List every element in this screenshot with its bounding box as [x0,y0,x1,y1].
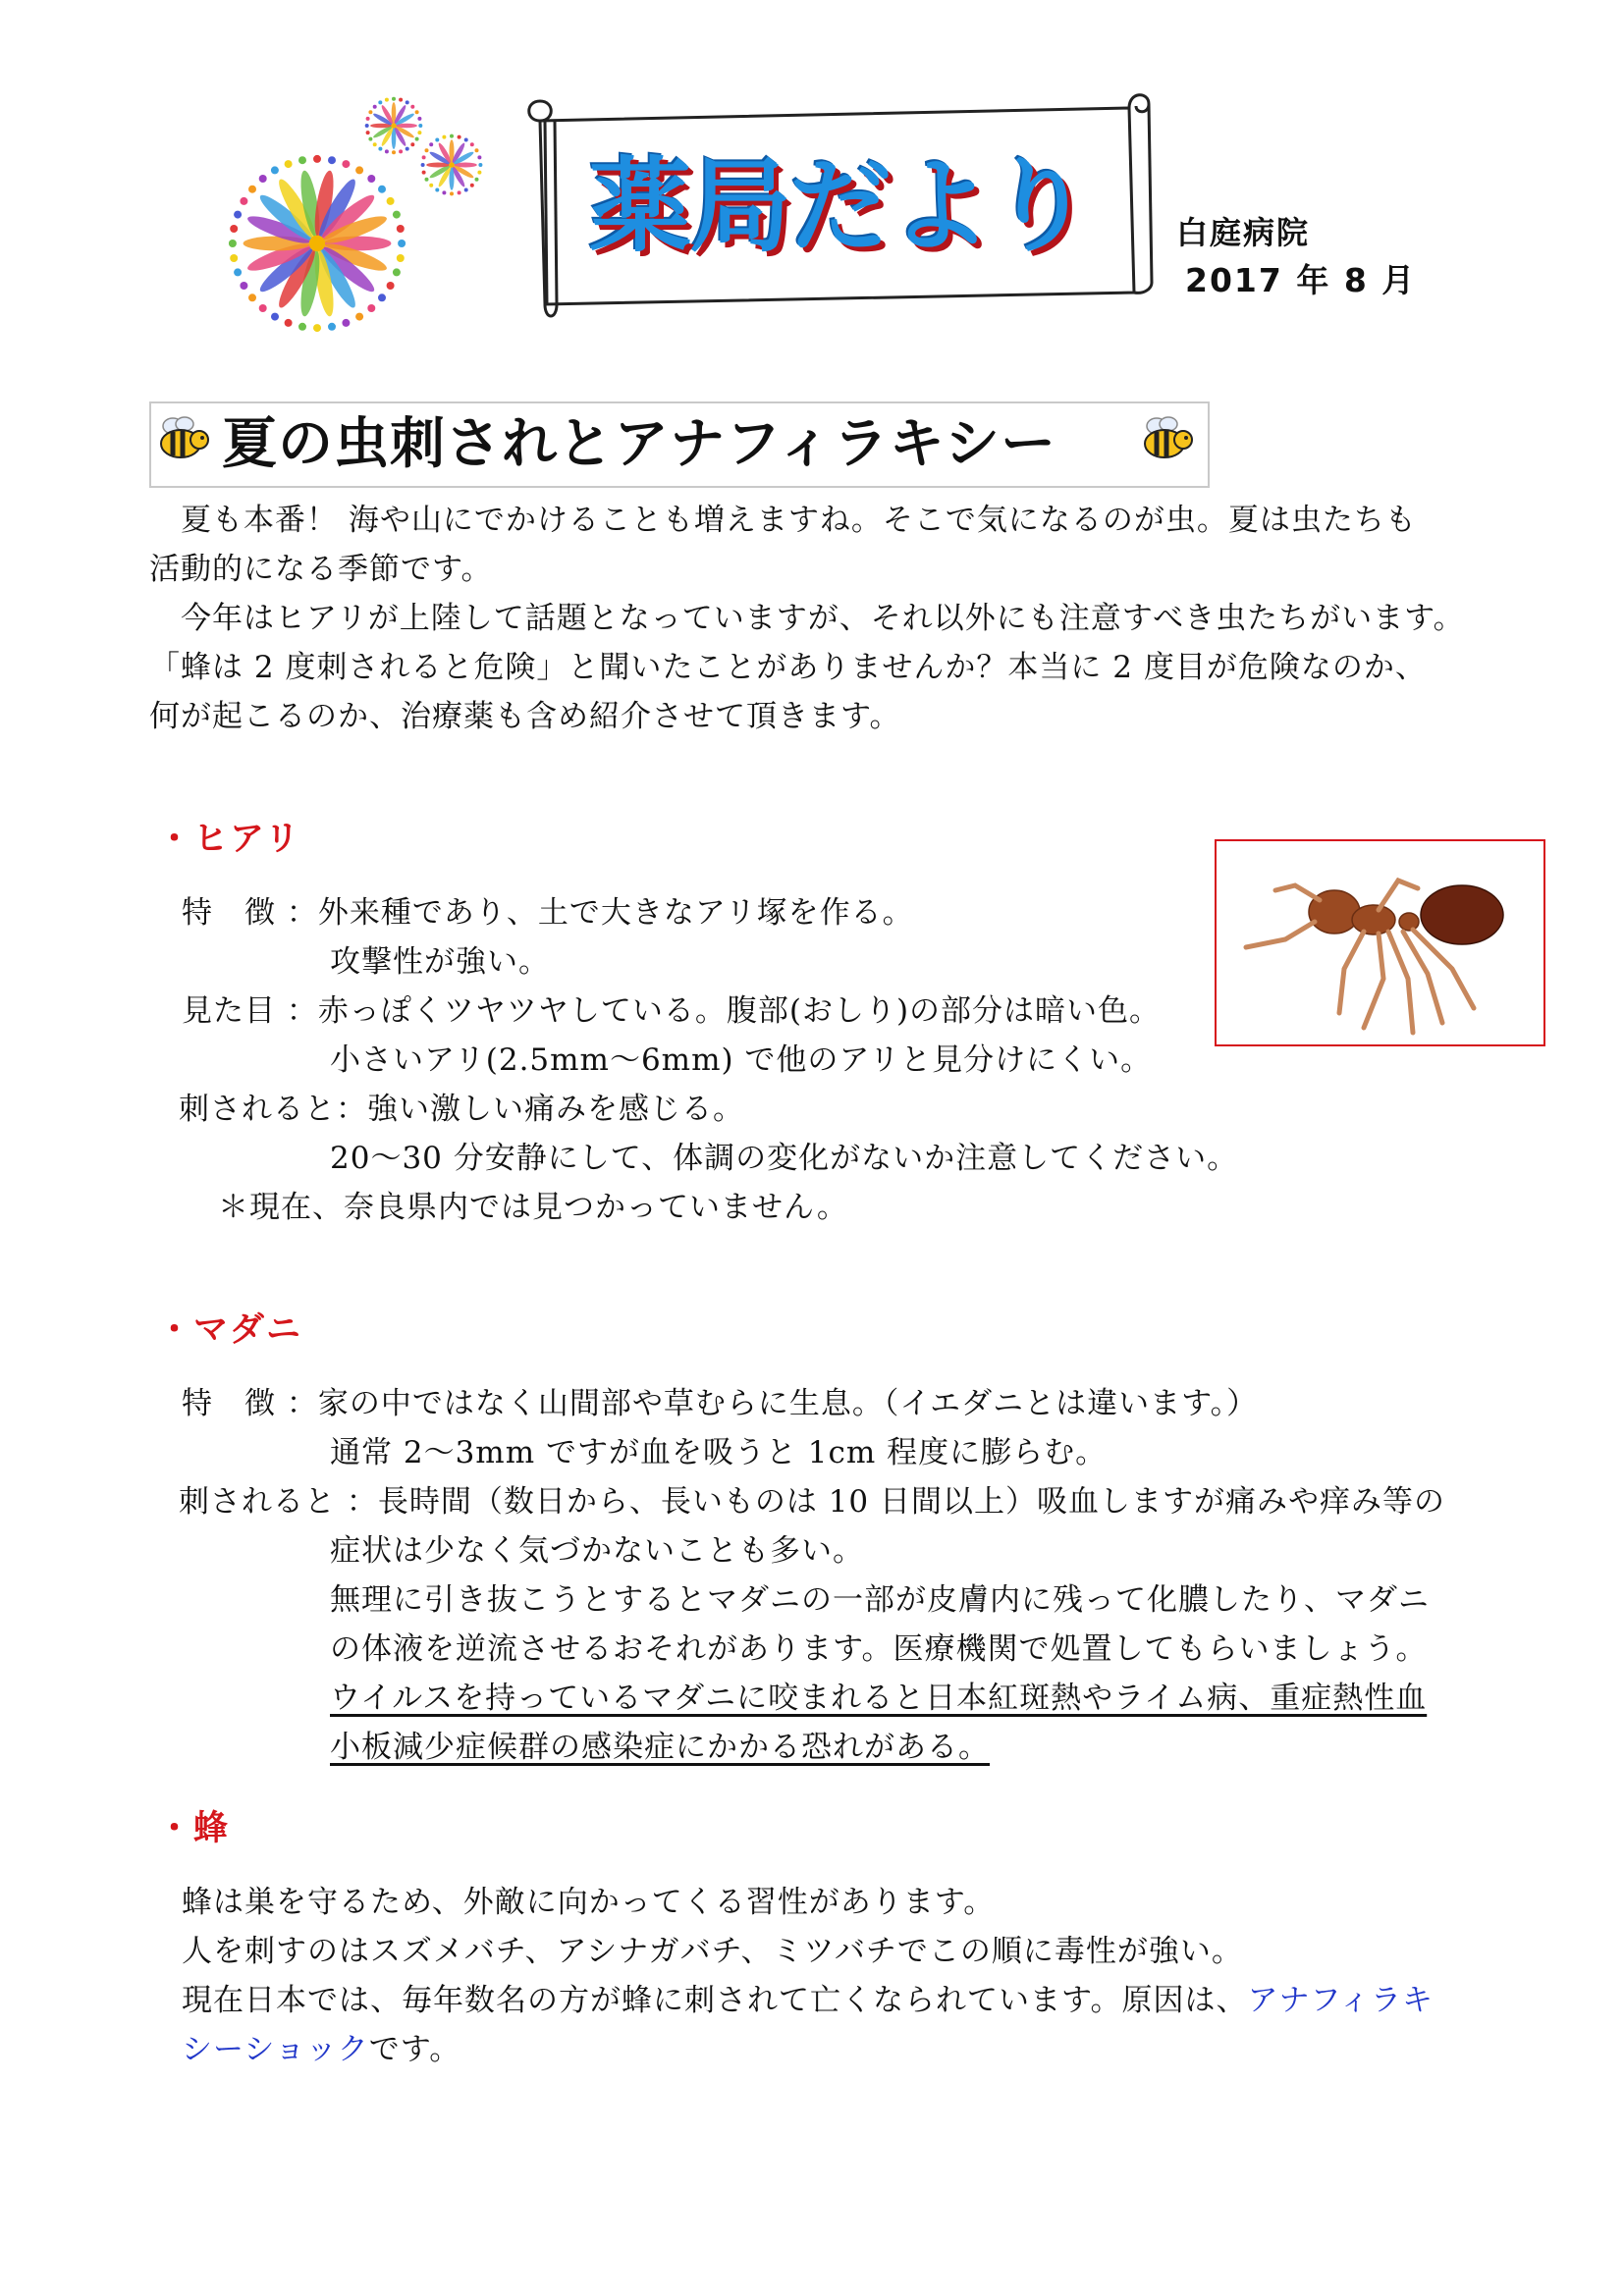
fire-ant-line: 特 徴 ：外来種であり、土で大きなアリ塚を作る。 [182,895,914,931]
anaphylaxis-term: アナフィラキ [1247,1983,1435,2018]
tick-line: 通常 2～3mm ですが血を吸うと 1cm 程度に膨らむ。 [330,1435,1108,1470]
bee-line [182,1976,1434,2025]
fireworks-illustration [221,86,496,351]
fire-ant-line: ＊現在、奈良県内では見つかっていません。 [218,1190,848,1225]
intro-line: 何が起こるのか、治療薬も含め紹介させて頂きます。 [149,699,901,734]
bee-line: 人を刺すのはスズメバチ、アシナガバチ、ミツバチでこの順に毒性が強い。 [182,1934,1243,1969]
fire-ant-line: 小さいアリ(2.5mm～6mm) で他のアリと見分けにくい。 [330,1042,1153,1078]
tick-line: 症状は少なく気づかないことも多い。 [330,1533,864,1569]
article-heading: 夏の虫刺されとアナフィラキシー [222,412,1056,476]
tick-line: 特 徴 ：家の中ではなく山間部や草むらに生息。（イエダニとは違います。） [182,1386,1259,1421]
section-title-bee: ・蜂 [157,1808,231,1848]
hospital-name: 白庭病院 [1176,214,1311,251]
tick-line: 無理に引き抜こうとするとマダニの一部が皮膚内に残って化膿したり、マダニ [330,1582,1430,1618]
bee-icon [1139,412,1198,463]
intro-line: 活動的になる季節です。 [149,552,493,587]
section-title-fire-ant: ・ヒアリ [157,819,301,859]
issue-date: 2017 年 8 月 [1185,261,1417,299]
bee-line [182,2025,460,2074]
tick-warning-line: 小板減少症候群の感染症にかかる恐れがある。 [330,1730,990,1765]
fire-ant-image [1217,841,1543,1044]
fire-ant-line: 攻撃性が強い。 [330,944,550,980]
bee-line-text: 現在日本では、毎年数名の方が蜂に刺されて亡くなられています。原因は、 [182,1983,1248,2018]
fire-ant-line: 20～30 分安静にして、体調の変化がないか注意してください。 [330,1141,1239,1176]
anaphylaxis-term: シーショック [182,2032,369,2067]
intro-line: 夏も本番！ 海や山にでかけることも増えますね。そこで気になるのが虫。夏は虫たちも [149,503,1417,538]
fire-ant-line: 見た目 ：赤っぽくツヤツヤしている。腹部(おしり)の部分は暗い色。 [182,993,1162,1029]
tick-line: 刺されると ：長時間（数日から、長いものは 10 日間以上）吸血しますが痛みや痒み等の [179,1484,1446,1520]
intro-line: 今年はヒアリが上陸して話題となっていますが、それ以外にも注意すべき虫たちがいます。 [149,601,1465,636]
fire-ant-photo [1215,839,1545,1046]
tick-line: の体液を逆流させるおそれがあります。医療機関で処置してもらいましょう。 [330,1631,1428,1667]
intro-line: 「蜂は 2 度刺されると危険」と聞いたことがありませんか？本当に 2 度目が危険なのか、 [149,650,1427,685]
section-title-tick: ・マダニ [157,1309,303,1350]
bee-line: 蜂は巣を守るため、外敵に向かってくる習性があります。 [182,1885,996,1920]
bee-line-text: です。 [368,2032,461,2067]
tick-warning-line: ウイルスを持っているマダニに咬まれると日本紅斑熱やライム病、重症熱性血 [330,1681,1428,1716]
bee-icon [155,412,214,463]
masthead-title: 薬局だより [589,146,1091,266]
fire-ant-line: 刺されると：強い激しい痛みを感じる。 [179,1092,744,1127]
